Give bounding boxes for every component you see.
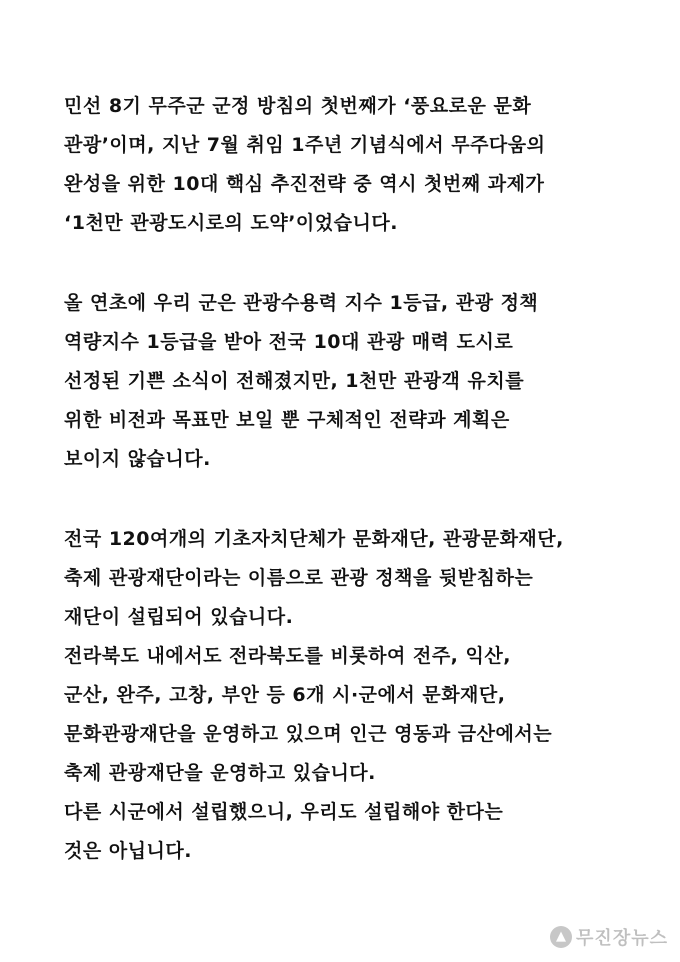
watermark-text: 무진장뉴스 bbox=[576, 928, 668, 949]
text-line-12: 재단이 설립되어 있습니다. bbox=[64, 606, 294, 628]
text-line-16: 축제 관광재단을 운영하고 있습니다. bbox=[64, 762, 376, 784]
text-line-13: 전라북도 내에서도 전라북도를 비롯하여 전주, 익산, bbox=[64, 645, 511, 667]
text-line-3: 완성을 위한 10대 핵심 추진전략 중 역시 첫번째 과제가 bbox=[64, 173, 545, 195]
text-line-10: 전국 120여개의 기초자치단체가 문화재단, 관광문화재단, bbox=[64, 528, 564, 550]
text-line-18: 것은 아닙니다. bbox=[64, 840, 192, 862]
text-line-9: 보이지 않습니다. bbox=[64, 448, 211, 470]
watermark bbox=[550, 924, 668, 950]
text-line-7: 선정된 기쁜 소식이 전해졌지만, 1천만 관광객 유치를 bbox=[64, 370, 525, 392]
text-line-8: 위한 비전과 목표만 보일 뿐 구체적인 전략과 계획은 bbox=[64, 409, 510, 431]
text-line-1: 민선 8기 무주군 군정 방침의 첫번째가 ‘풍요로운 문화 bbox=[64, 95, 532, 117]
text-line-6: 역량지수 1등급을 받아 전국 10대 관광 매력 도시로 bbox=[64, 331, 514, 353]
text-line-2: 관광’이며, 지난 7월 취임 1주년 기념식에서 무주다움의 bbox=[64, 134, 546, 156]
watermark-logo-icon: ▲ bbox=[550, 926, 572, 948]
text-line-14: 군산, 완주, 고창, 부안 등 6개 시·군에서 문화재단, bbox=[64, 684, 506, 706]
text-line-5: 올 연초에 우리 군은 관광수용력 지수 1등급, 관광 정책 bbox=[64, 292, 539, 314]
text-line-4: ‘1천만 관광도시로의 도약’이었습니다. bbox=[64, 212, 398, 234]
text-line-17: 다른 시군에서 설립했으니, 우리도 설립해야 한다는 bbox=[64, 801, 504, 823]
text-line-15: 문화관광재단을 운영하고 있으며 인근 영동과 금산에서는 bbox=[64, 723, 553, 745]
text-line-11: 축제 관광재단이라는 이름으로 관광 정책을 뒷받침하는 bbox=[64, 567, 534, 589]
